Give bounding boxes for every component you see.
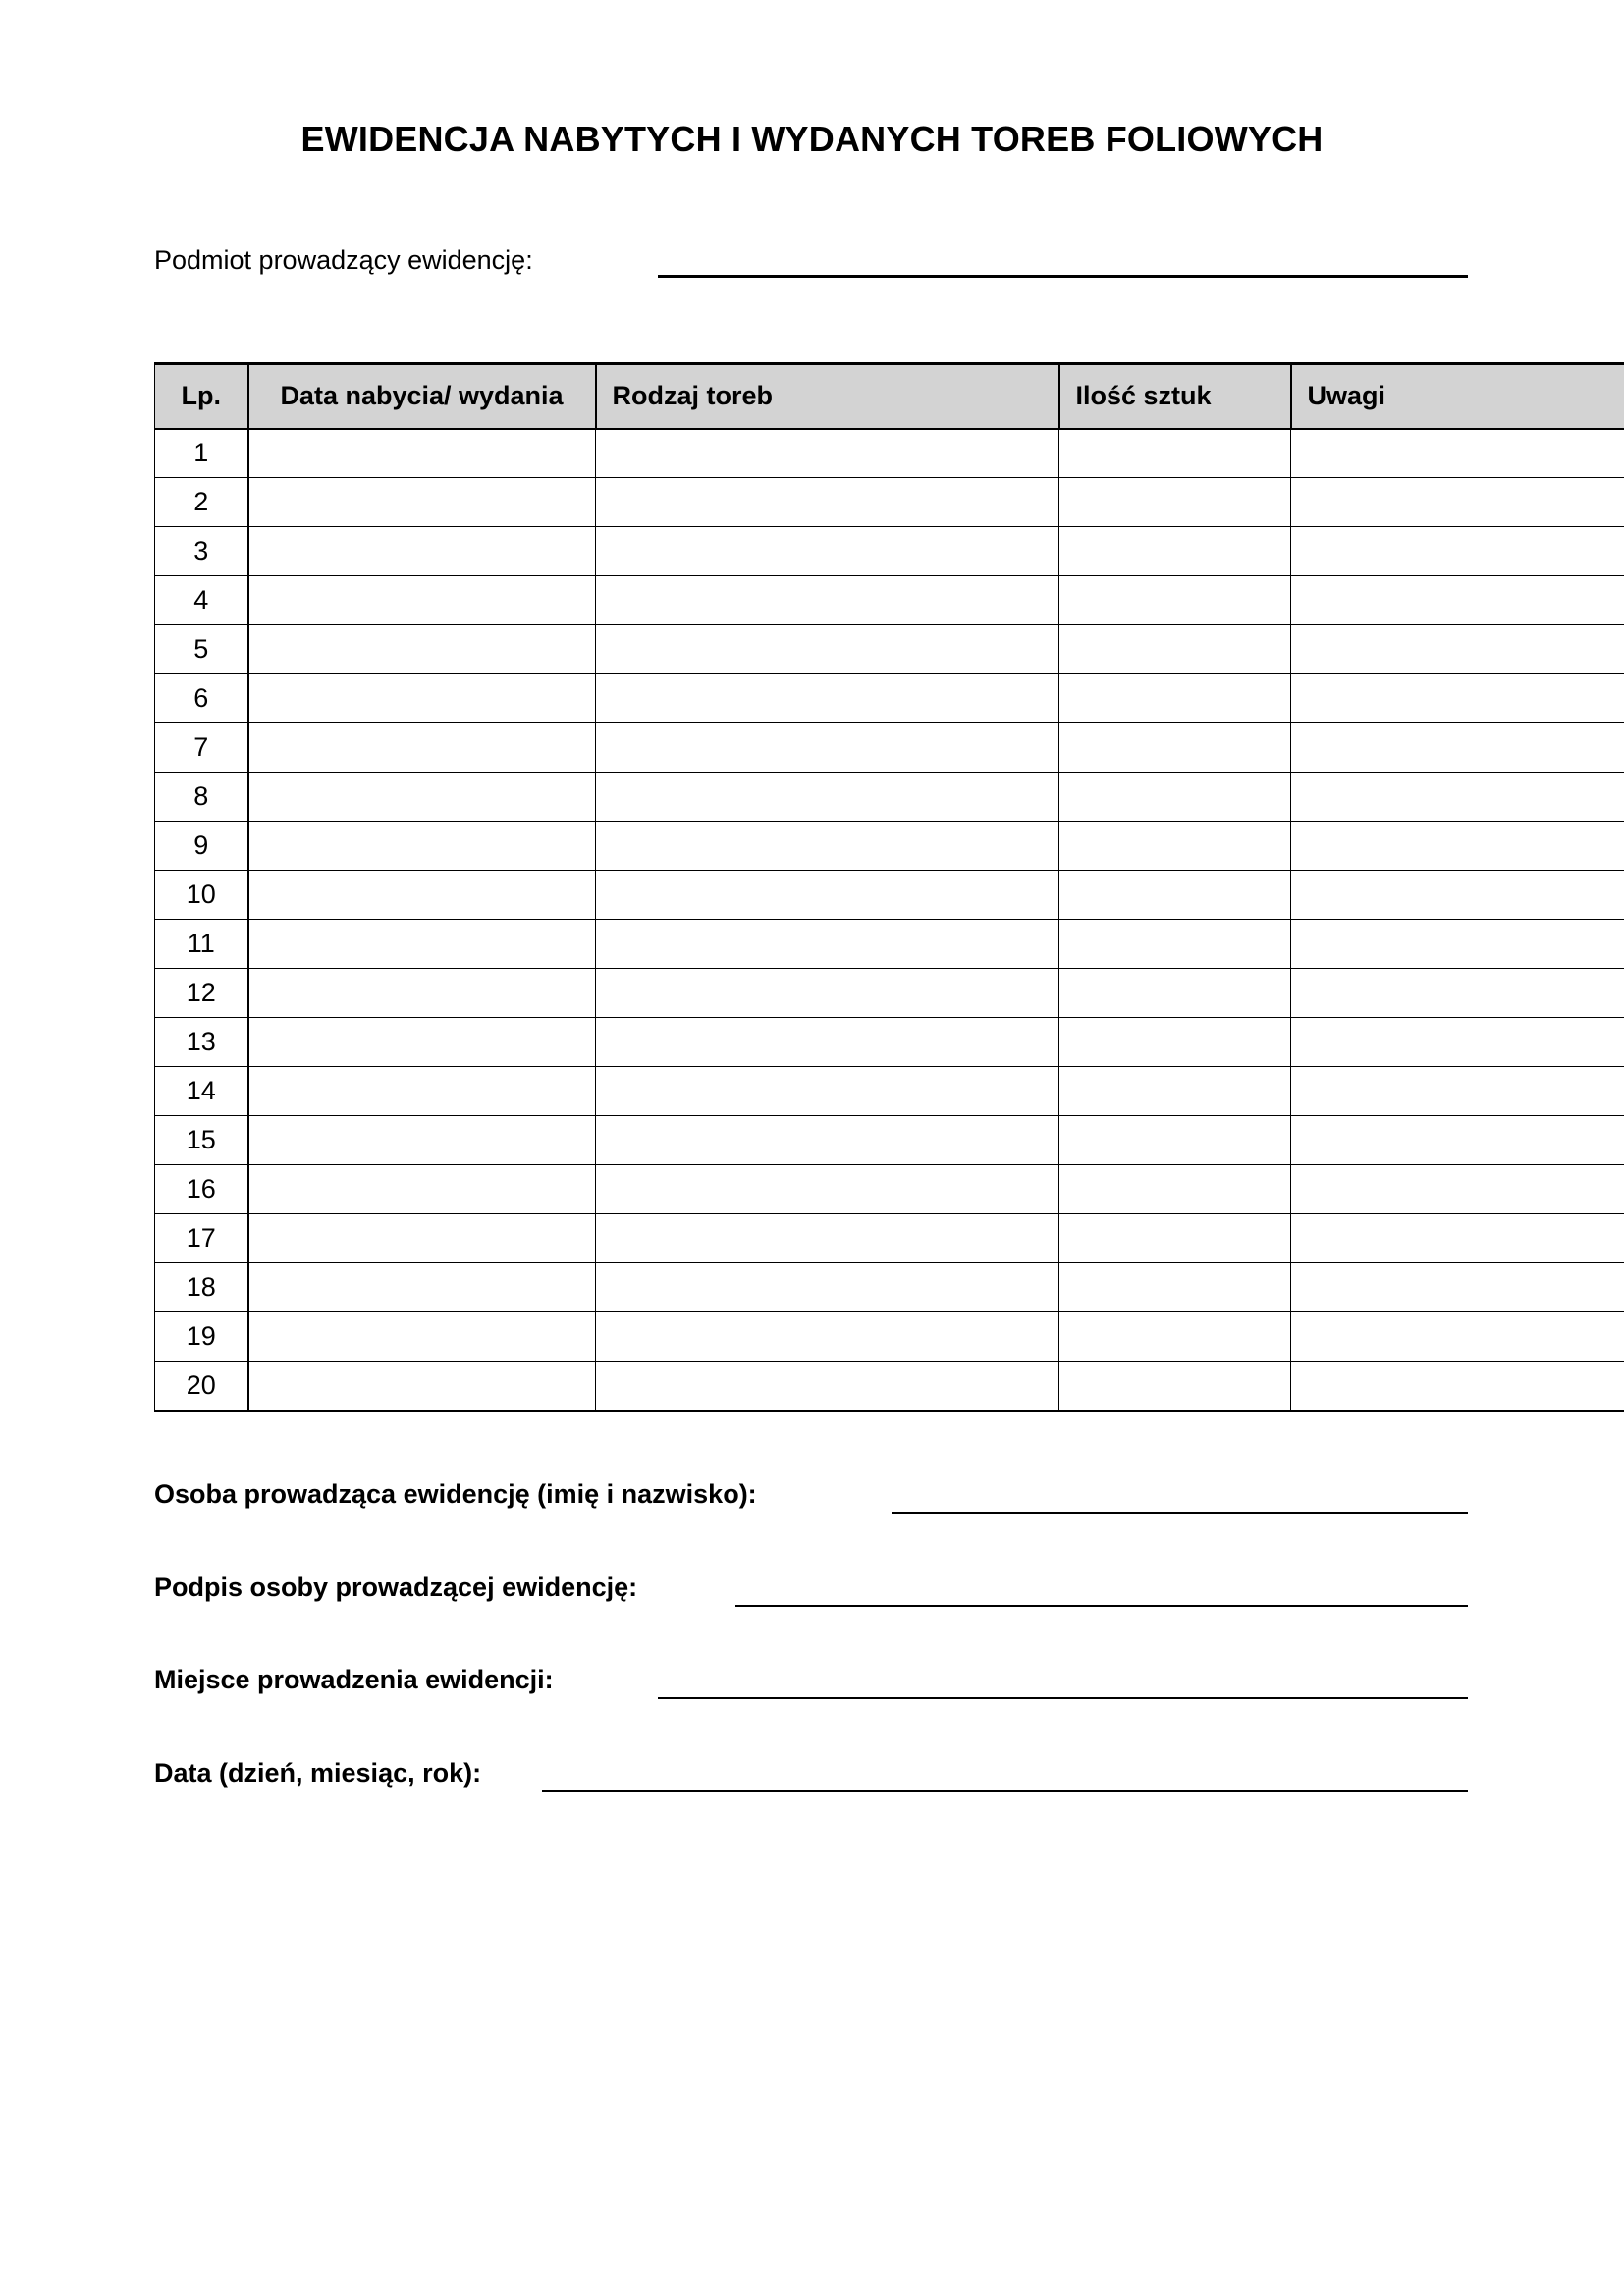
header-lp: Lp. [155,364,248,429]
row-number-cell: 9 [155,822,248,871]
notes-cell[interactable] [1291,429,1624,478]
bag-type-cell[interactable] [596,674,1059,723]
date-cell[interactable] [248,969,596,1018]
table-row [155,1362,1624,1411]
row-number-cell: 11 [155,920,248,969]
place-input-line[interactable] [658,1697,1468,1699]
date-cell[interactable] [248,773,596,822]
date-cell[interactable] [248,1165,596,1214]
bag-type-cell[interactable] [596,1362,1059,1411]
notes-cell[interactable] [1291,822,1624,871]
quantity-cell[interactable] [1059,1165,1291,1214]
quantity-cell[interactable] [1059,478,1291,527]
notes-cell[interactable] [1291,773,1624,822]
notes-cell[interactable] [1291,1165,1624,1214]
bag-type-cell[interactable] [596,576,1059,625]
notes-cell[interactable] [1291,527,1624,576]
quantity-cell[interactable] [1059,1312,1291,1362]
quantity-cell[interactable] [1059,723,1291,773]
quantity-cell[interactable] [1059,1263,1291,1312]
bag-type-cell[interactable] [596,1263,1059,1312]
row-number-cell: 6 [155,674,248,723]
row-number-cell: 3 [155,527,248,576]
row-number-cell: 14 [155,1067,248,1116]
table-row [155,674,1624,723]
bag-type-cell[interactable] [596,1067,1059,1116]
table-row [155,1263,1624,1312]
notes-cell[interactable] [1291,576,1624,625]
quantity-cell[interactable] [1059,527,1291,576]
quantity-cell[interactable] [1059,871,1291,920]
notes-cell[interactable] [1291,1312,1624,1362]
date-cell[interactable] [248,478,596,527]
row-number-cell: 7 [155,723,248,773]
date-cell[interactable] [248,1214,596,1263]
quantity-cell[interactable] [1059,1067,1291,1116]
date-cell[interactable] [248,429,596,478]
row-number-cell: 18 [155,1263,248,1312]
entity-input-line[interactable] [658,275,1468,278]
signature-label: Podpis osoby prowadzącej ewidencję: [154,1573,638,1602]
table-row [155,429,1624,478]
date-cell[interactable] [248,1116,596,1165]
quantity-cell[interactable] [1059,674,1291,723]
bag-type-cell[interactable] [596,822,1059,871]
bag-type-cell[interactable] [596,1214,1059,1263]
table-row [155,723,1624,773]
quantity-cell[interactable] [1059,1362,1291,1411]
header-bag-type: Rodzaj toreb [596,364,1059,429]
entity-label: Podmiot prowadzący ewidencję: [154,245,533,275]
date-cell[interactable] [248,1067,596,1116]
date-cell[interactable] [248,871,596,920]
table-row [155,969,1624,1018]
bag-type-cell[interactable] [596,773,1059,822]
quantity-cell[interactable] [1059,822,1291,871]
records-table [154,362,1624,1412]
bag-type-cell[interactable] [596,871,1059,920]
date-cell[interactable] [248,1362,596,1411]
notes-cell[interactable] [1291,969,1624,1018]
quantity-cell[interactable] [1059,625,1291,674]
table-row [155,527,1624,576]
bag-type-cell[interactable] [596,429,1059,478]
bag-type-cell[interactable] [596,1312,1059,1362]
quantity-cell[interactable] [1059,773,1291,822]
date-cell[interactable] [248,822,596,871]
bag-type-cell[interactable] [596,1116,1059,1165]
quantity-cell[interactable] [1059,1214,1291,1263]
person-input-line[interactable] [892,1512,1468,1514]
notes-cell[interactable] [1291,1362,1624,1411]
notes-cell[interactable] [1291,871,1624,920]
notes-cell[interactable] [1291,625,1624,674]
quantity-cell[interactable] [1059,969,1291,1018]
row-number-cell: 20 [155,1362,248,1411]
table-row [155,773,1624,822]
bag-type-cell[interactable] [596,920,1059,969]
bag-type-cell[interactable] [596,625,1059,674]
bag-type-cell[interactable] [596,1018,1059,1067]
notes-cell[interactable] [1291,1067,1624,1116]
header-notes: Uwagi [1291,364,1624,429]
row-number-cell: 12 [155,969,248,1018]
quantity-cell[interactable] [1059,429,1291,478]
date-cell[interactable] [248,674,596,723]
date-cell[interactable] [248,1312,596,1362]
table-header-row [155,364,1624,429]
notes-cell[interactable] [1291,1263,1624,1312]
place-label: Miejsce prowadzenia ewidencji: [154,1665,554,1694]
row-number-cell: 1 [155,429,248,478]
notes-cell[interactable] [1291,674,1624,723]
notes-cell[interactable] [1291,723,1624,773]
header-date: Data nabycia/ wydania [248,364,596,429]
signature-input-line[interactable] [735,1605,1468,1607]
bag-type-cell[interactable] [596,969,1059,1018]
date-cell[interactable] [248,576,596,625]
row-number-cell: 5 [155,625,248,674]
date-cell[interactable] [248,625,596,674]
quantity-cell[interactable] [1059,576,1291,625]
table-row [155,478,1624,527]
row-number-cell: 4 [155,576,248,625]
bag-type-cell[interactable] [596,478,1059,527]
person-label: Osoba prowadząca ewidencję (imię i nazwisko): [154,1479,757,1509]
table-row [155,625,1624,674]
row-number-cell: 16 [155,1165,248,1214]
row-number-cell: 13 [155,1018,248,1067]
table-row [155,1214,1624,1263]
notes-cell[interactable] [1291,1018,1624,1067]
date-input-line[interactable] [542,1790,1468,1792]
quantity-cell[interactable] [1059,1116,1291,1165]
table-row [155,1312,1624,1362]
row-number-cell: 17 [155,1214,248,1263]
table-row [155,1018,1624,1067]
notes-cell[interactable] [1291,1116,1624,1165]
quantity-cell[interactable] [1059,920,1291,969]
table-row [155,1116,1624,1165]
notes-cell[interactable] [1291,920,1624,969]
date-cell[interactable] [248,527,596,576]
date-cell[interactable] [248,723,596,773]
row-number-cell: 15 [155,1116,248,1165]
date-label: Data (dzień, miesiąc, rok): [154,1758,482,1788]
header-quantity: Ilość sztuk [1059,364,1291,429]
notes-cell[interactable] [1291,478,1624,527]
date-cell[interactable] [248,1263,596,1312]
quantity-cell[interactable] [1059,1018,1291,1067]
bag-type-cell[interactable] [596,527,1059,576]
table-row [155,871,1624,920]
table-row [155,920,1624,969]
bag-type-cell[interactable] [596,1165,1059,1214]
table-row [155,822,1624,871]
table-row [155,1165,1624,1214]
row-number-cell: 10 [155,871,248,920]
table-row [155,1067,1624,1116]
date-cell[interactable] [248,1018,596,1067]
document-title: EWIDENCJA NABYTYCH I WYDANYCH TOREB FOLIOWYCH [300,119,1324,159]
date-cell[interactable] [248,920,596,969]
bag-type-cell[interactable] [596,723,1059,773]
table-row [155,576,1624,625]
notes-cell[interactable] [1291,1214,1624,1263]
row-number-cell: 19 [155,1312,248,1362]
row-number-cell: 2 [155,478,248,527]
row-number-cell: 8 [155,773,248,822]
